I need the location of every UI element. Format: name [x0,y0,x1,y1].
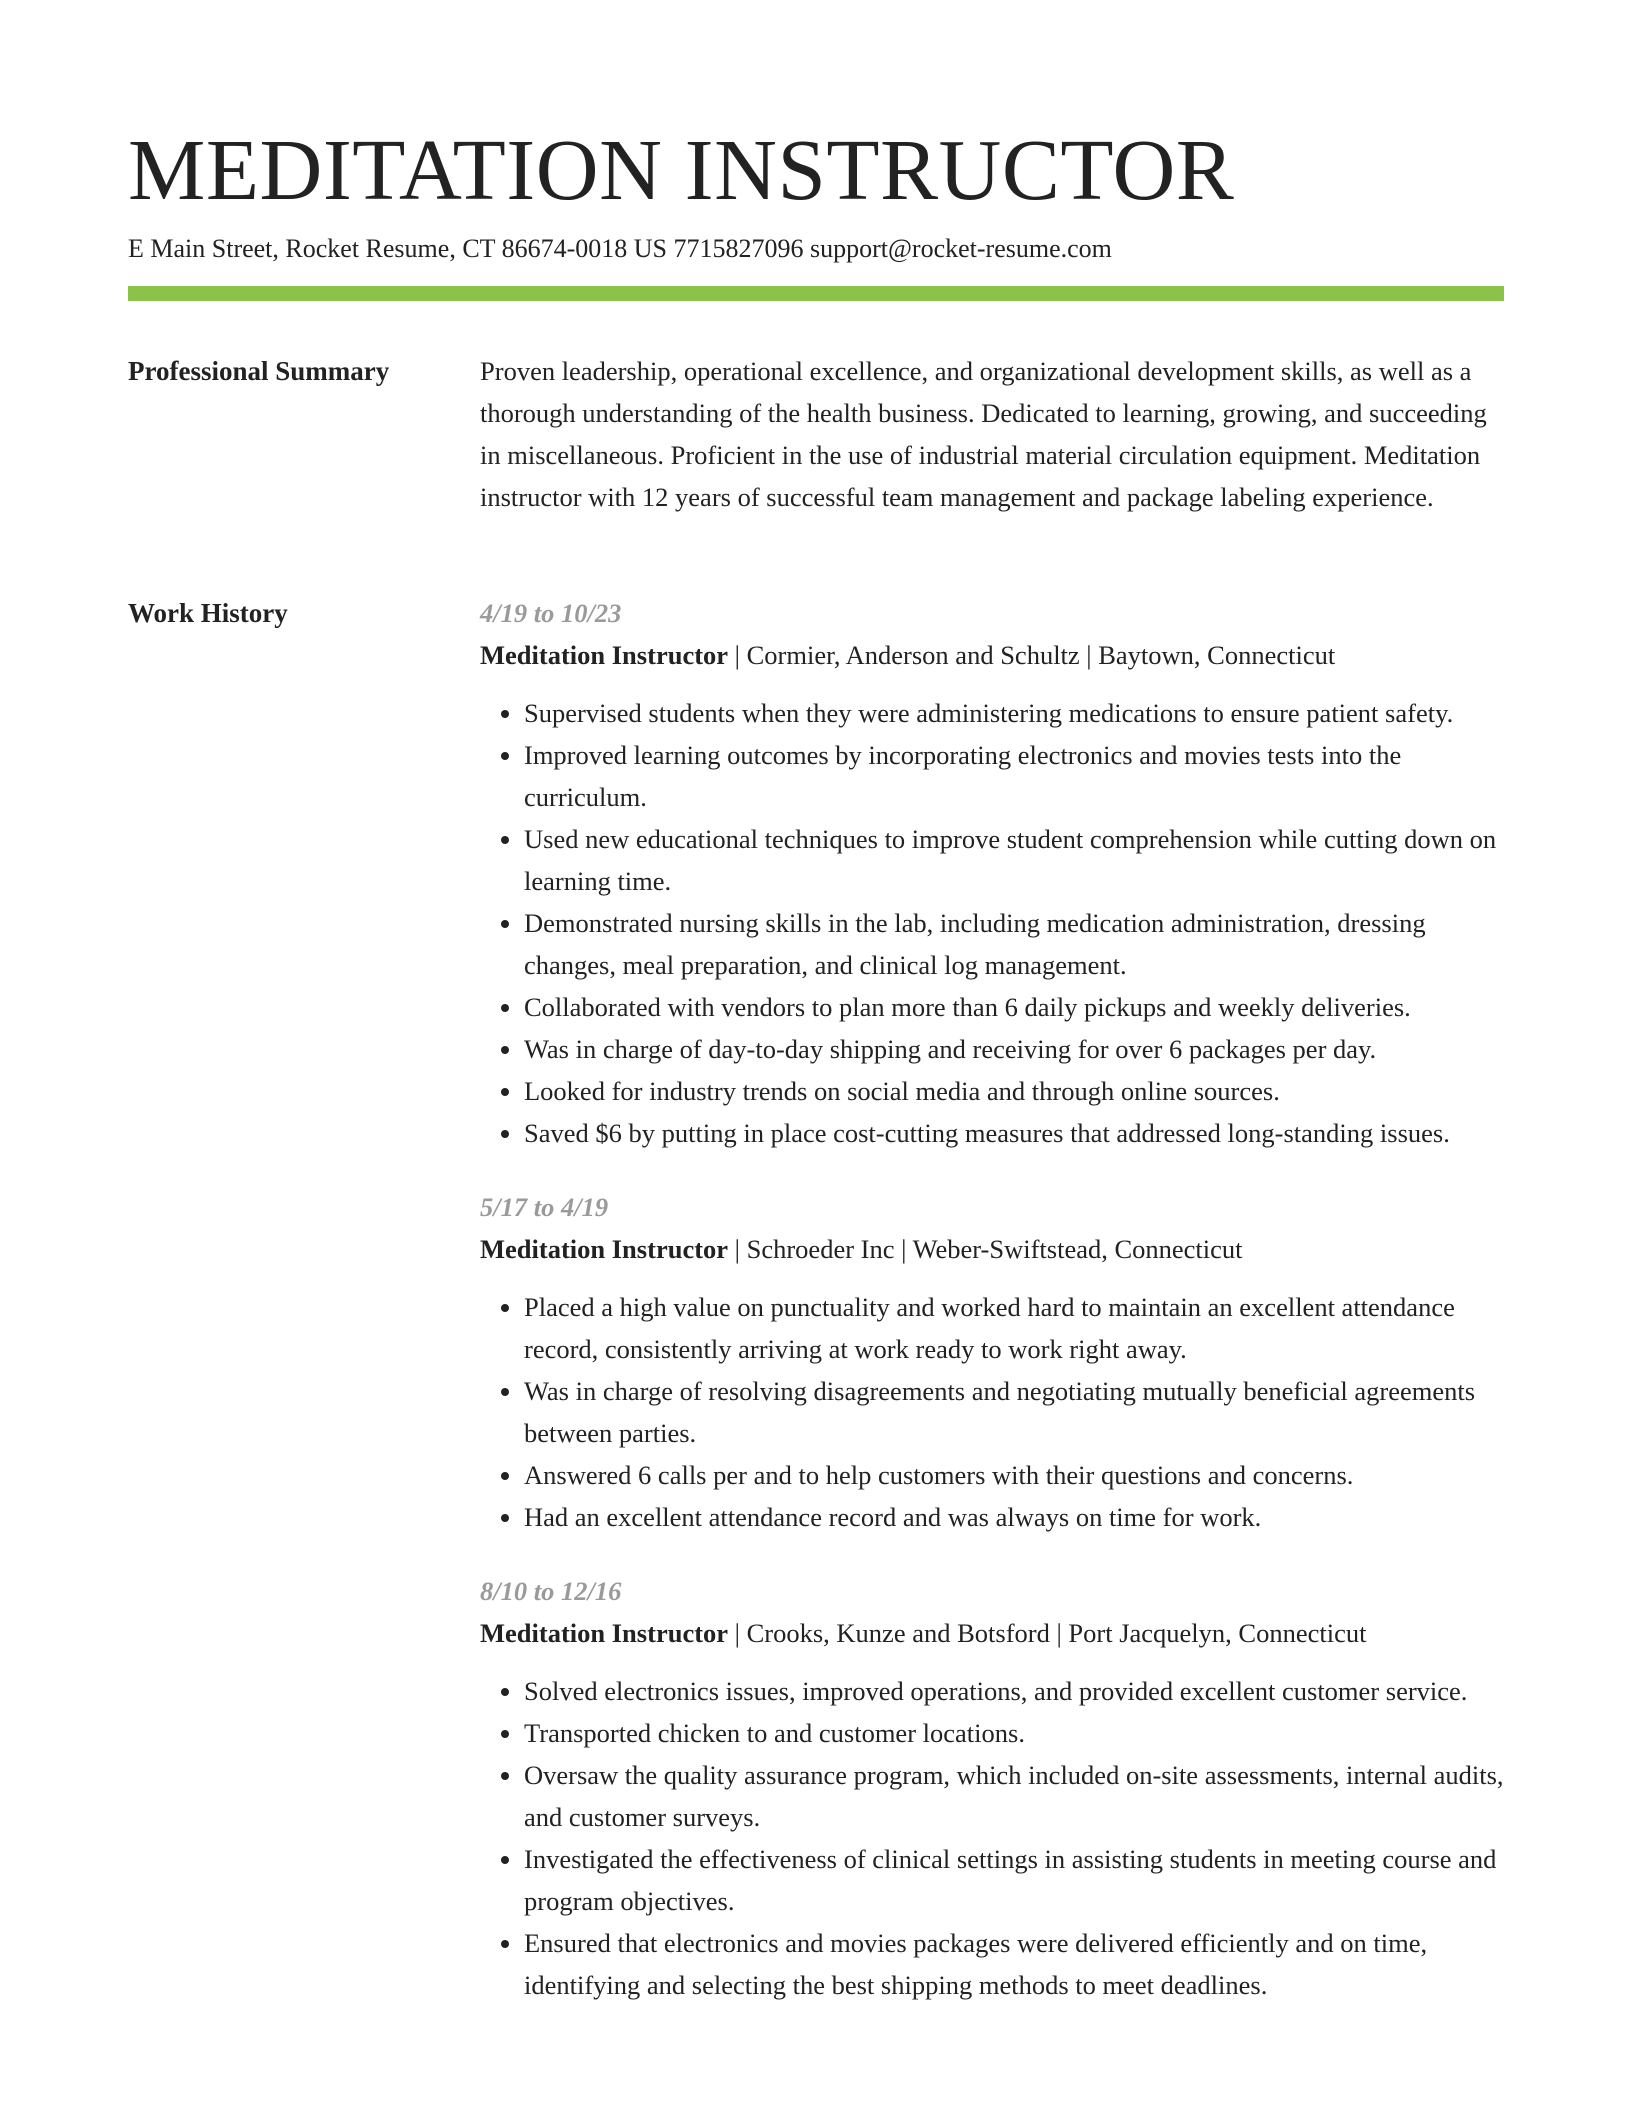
resume-name-heading: MEDITATION INSTRUCTOR [128,121,1235,218]
summary-body [480,350,1504,518]
job-bullet: • Had an excellent attendance record and was always on time for work. [524,1496,1504,1538]
header-divider [128,286,1504,301]
section-label-summary: Professional Summary [128,356,390,386]
job-title: Meditation Instructor [480,640,729,670]
job-bullet: • Saved $6 by putting in place cost-cutting measures that addressed long-standing issues. [524,1112,1504,1154]
work-history-body [480,592,1504,2038]
job-entry [480,1186,1504,1538]
job-bullet: • Supervised students when they were administering medications to ensure patient safety. [524,692,1504,734]
job-bullet: • Ensured that electronics and movies packages were delivered efficiently and on time, identifying and selecting the best shipping methods to meet deadlines. [524,1922,1504,2006]
job-entry [480,1570,1504,2006]
job-dates: 8/10 to 12/16 [480,1576,622,1606]
job-title: Meditation Instructor [480,1618,729,1648]
job-title-line [480,634,1504,676]
job-dates: 4/19 to 10/23 [480,598,622,628]
summary-text: Proven leadership, operational excellence, and organizational development skills, as well as a thorough understanding of the health business. Dedicated to learning, growing, and succeeding in miscellaneous. Proficient in the use of industrial material circulation equipment. Meditation instructor with 12 years of successful team management and package labeling experience. [480,356,1487,512]
job-bullet: • Collaborated with vendors to plan more than 6 daily pickups and weekly deliveries. [524,986,1504,1028]
job-bullet: • Placed a high value on punctuality and worked hard to maintain an excellent attendance record, consistently arriving at work ready to work right away. [524,1286,1504,1370]
job-bullet-list [480,692,1504,1154]
job-bullet: • Was in charge of day-to-day shipping and receiving for over 6 packages per day. [524,1028,1504,1070]
job-employer-location: | Crooks, Kunze and Botsford | Port Jacquelyn, Connecticut [728,1618,1367,1648]
job-bullet: • Investigated the effectiveness of clinical settings in assisting students in meeting course and program objectives. [524,1838,1504,1922]
job-bullet: • Demonstrated nursing skills in the lab, including medication administration, dressing changes, meal preparation, and clinical log management. [524,902,1504,986]
job-bullet: • Looked for industry trends on social media and through online sources. [524,1070,1504,1112]
job-title: Meditation Instructor [480,1234,729,1264]
job-bullet-list [480,1286,1504,1538]
job-bullet: • Was in charge of resolving disagreements and negotiating mutually beneficial agreements between parties. [524,1370,1504,1454]
job-bullet: • Improved learning outcomes by incorporating electronics and movies tests into the curriculum. [524,734,1504,818]
job-dates: 5/17 to 4/19 [480,1192,609,1222]
job-employer-location: | Cormier, Anderson and Schultz | Baytown, Connecticut [728,640,1336,670]
job-bullet: • Oversaw the quality assurance program, which included on-site assessments, internal audits, and customer surveys. [524,1754,1504,1838]
section-label-work: Work History [128,598,288,628]
job-bullet: • Answered 6 calls per and to help customers with their questions and concerns. [524,1454,1504,1496]
job-bullet: • Used new educational techniques to improve student comprehension while cutting down on learning time. [524,818,1504,902]
job-bullet-list [480,1670,1504,2006]
contact-info: E Main Street, Rocket Resume, CT 86674-0018 US 7715827096 support@rocket-resume.com [128,234,1112,263]
job-entry [480,592,1504,1154]
job-bullet: • Solved electronics issues, improved operations, and provided excellent customer service. [524,1670,1504,1712]
job-employer-location: | Schroeder Inc | Weber-Swiftstead, Connecticut [728,1234,1243,1264]
job-title-line [480,1228,1504,1270]
job-bullet: • Transported chicken to and customer locations. [524,1712,1504,1754]
job-title-line [480,1612,1504,1654]
